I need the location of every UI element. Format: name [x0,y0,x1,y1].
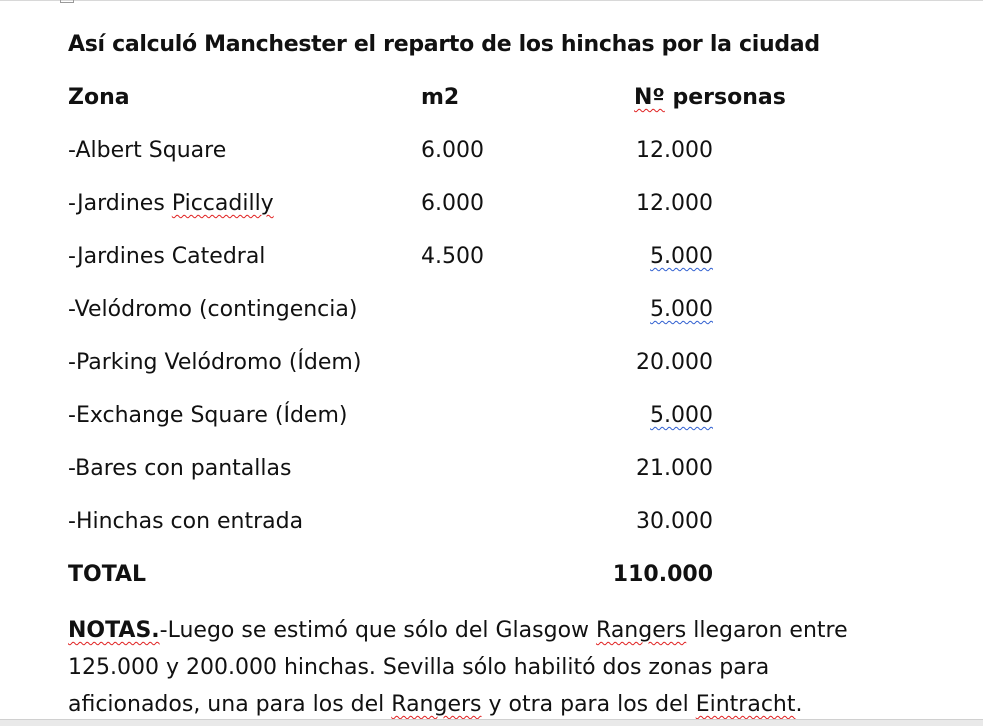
zona-name: Parking Velódromo (Ídem) [75,350,362,375]
m2-cell: 6.000 [421,138,484,163]
personas-cell: 12.000 [636,191,713,216]
notes-text: y otra para los del [481,692,696,717]
notes-flagged-word: Rangers [596,618,687,643]
table-row [68,399,928,452]
zona-prefix: - [68,350,76,375]
zona-prefix: - [68,138,76,163]
zona-name: Bares con pantallas [75,456,292,481]
table-row [68,134,928,187]
zona-prefix: - [68,509,76,534]
zona-name: Exchange Square (Ídem) [75,403,348,428]
notes-flagged-word: Rangers [391,692,482,717]
margin-corner-mark [60,0,74,3]
personas-cell: 20.000 [636,350,713,375]
header-personas [634,81,786,114]
zona-cell [68,505,303,538]
m2-cell: 4.500 [421,244,484,269]
zona-cell [68,399,347,432]
zona-prefix: - [68,403,76,428]
zona-prefix: - [68,456,76,481]
zona-name: Hinchas con entrada [75,509,304,534]
table-total-row [68,558,928,611]
personas-cell: 12.000 [636,138,713,163]
zona-name: Velódromo (contingencia) [74,297,358,322]
header-zona: Zona [68,85,130,110]
personas-cell: 21.000 [636,456,713,481]
notes-paragraph [68,612,888,723]
page-bottom-border [0,719,983,726]
table-row [68,187,928,240]
personas-cell-flagged: 5.000 [650,403,713,428]
personas-cell-flagged: 5.000 [650,244,713,269]
notes-text: -Luego se estimó que sólo del Glasgow [159,618,597,643]
zona-cell [68,452,291,485]
zona-name: Jardines Catedral [77,244,266,269]
zona-prefix: - [68,244,78,269]
total-personas: 110.000 [612,562,713,587]
header-personas-word: personas [664,85,786,110]
personas-cell-flagged: 5.000 [650,297,713,322]
zona-name-misspelled: Piccadilly [171,191,274,216]
table-row [68,240,928,293]
notes-text: . [795,692,803,717]
zona-cell [68,187,274,220]
notes-text: llegaron entre 125.000 y 200.000 hinchas. Sevilla sólo habilitó dos zonas para aficionados, una para los del [68,618,848,717]
zona-name: Albert Square [75,138,227,163]
table-row [68,452,928,505]
zona-prefix: -Jardines [68,191,172,216]
zona-prefix: - [68,297,75,322]
zona-cell [68,134,226,167]
table-header-row [68,81,928,134]
zona-cell [68,240,265,273]
header-m2: m2 [421,85,460,110]
zona-cell [68,293,357,326]
zona-cell [68,346,361,379]
total-label: TOTAL [68,562,147,587]
table-row [68,505,928,558]
personas-cell: 30.000 [636,509,713,534]
table-row [68,293,928,346]
page-top-border [0,0,983,1]
document-title: Así calculó Manchester el reparto de los hinchas por la ciudad [68,32,820,57]
notes-flagged-word: Eintracht [695,692,796,717]
table-row [68,346,928,399]
header-personas-symbol: Nº [634,85,665,110]
notes-label: NOTAS. [68,618,160,643]
document-body[interactable] [68,28,928,723]
m2-cell: 6.000 [421,191,484,216]
